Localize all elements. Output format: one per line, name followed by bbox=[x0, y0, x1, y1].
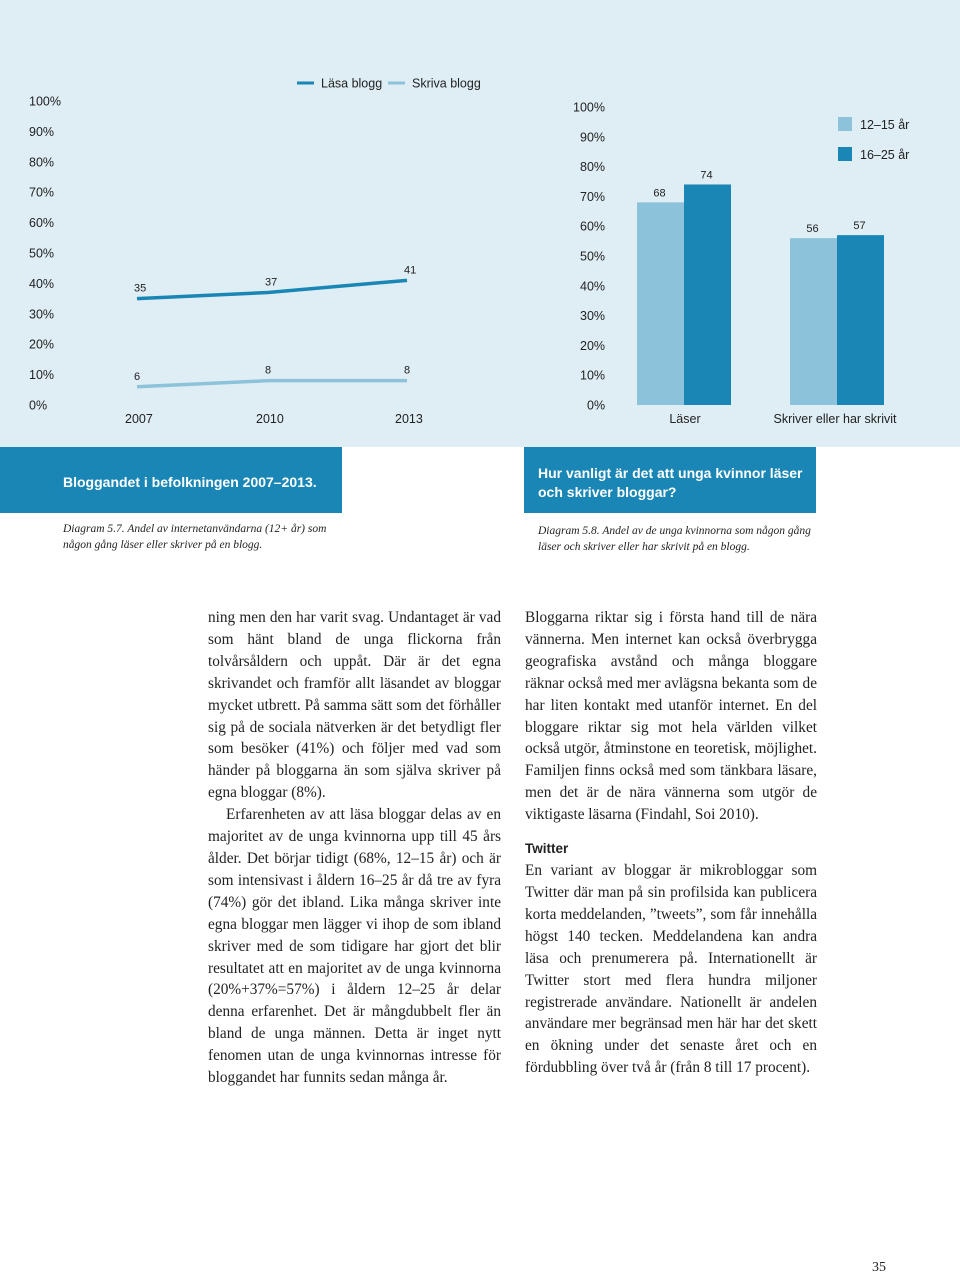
paragraph: ning men den har varit svag. Undantaget är vad som hänt bland de unga flickorna från tolvårsåldern och uppåt. Där är det egna skrivandet och framför allt läsandet av bloggar mycket utbrett. På samma sätt som det förhåller sig på de sociala nätverken är det betydligt fler som besöker (41%) och följer med vad som händer på bloggarna än som själva skriver på egna bloggar (8%). bbox=[208, 609, 501, 802]
caption-diagram-5-8: Diagram 5.8. Andel av de unga kvinnorna som någon gång läser och skriver eller har skrivit på en blogg. bbox=[538, 525, 811, 553]
y-tick-label: 50% bbox=[580, 249, 606, 264]
paragraph: Erfarenheten av att läsa bloggar delas av en majoritet av de unga kvinnorna upp till 45 års ålder. Det börjar tidigt (68%, 12–15 år) och är som intensivast i åldern 16–25 år då tre av fyra (74%) gör det ibland. Lika många skriver inte egna bloggar men lägger vi ihop de som ibland skriver med de som tidigare har gjort det blir resultatet att en majoritet av de unga kvinnorna (20%+37%=57%) i åldern 12–25 år delar denna erfarenhet. Det är mångdubbelt fler än bland de unga männen. Detta är inget nytt fenomen utan de unga kvinnornas intresse för bloggandet har funnits sedan många år. bbox=[208, 806, 501, 1087]
y-tick-label: 10% bbox=[29, 368, 55, 383]
bar bbox=[837, 235, 884, 405]
data-label: 68 bbox=[653, 187, 666, 200]
legend-label: 16–25 år bbox=[860, 148, 910, 162]
section-heading: Twitter bbox=[525, 841, 569, 857]
x-tick-label: 2013 bbox=[395, 412, 423, 426]
y-tick-label: 0% bbox=[587, 398, 606, 413]
data-label: 6 bbox=[134, 370, 141, 383]
y-tick-label: 30% bbox=[29, 307, 55, 322]
y-tick-label: 40% bbox=[580, 279, 606, 294]
legend-label: Läsa blogg bbox=[321, 76, 383, 91]
charts-canvas bbox=[0, 0, 960, 447]
data-label: 8 bbox=[404, 364, 411, 377]
x-tick-label: Läser bbox=[669, 412, 701, 426]
series-line bbox=[137, 381, 407, 387]
banner-left-title: Bloggandet i befolkningen 2007–2013. bbox=[63, 474, 317, 490]
y-tick-label: 100% bbox=[29, 94, 61, 109]
banner-left bbox=[0, 447, 342, 513]
caption-diagram-5-7: Diagram 5.7. Andel av internetanvändarna (12+ år) som någon gång läser eller skriver på en blogg. bbox=[63, 523, 327, 551]
paragraph: En variant av bloggar är mikrobloggar som Twitter där man på sin profilsida kan publicera korta meddelanden, ”tweets”, som får innehålla högst 140 tecken. Meddelandena kan andra läsa och prenumerera på. Internationellt är Twitter stort med flera hundra miljoner registrerade användare. Nationellt är andelen användare mer begränsad men här har det skett en ökning under det senaste året och en fördubbling över två år (från 8 till 17 procent). bbox=[525, 862, 817, 1077]
y-tick-label: 70% bbox=[580, 189, 606, 204]
data-label: 74 bbox=[700, 169, 713, 182]
x-tick-label: 2007 bbox=[125, 412, 153, 426]
y-tick-label: 80% bbox=[29, 155, 55, 170]
x-tick-label: Skriver eller har skrivit bbox=[773, 412, 897, 426]
y-tick-label: 90% bbox=[580, 130, 606, 145]
banner-right bbox=[524, 447, 816, 513]
y-tick-label: 100% bbox=[573, 100, 605, 115]
legend-label: 12–15 år bbox=[860, 118, 910, 132]
y-tick-label: 60% bbox=[29, 216, 55, 231]
y-tick-label: 90% bbox=[29, 124, 55, 139]
page-number: 35 bbox=[872, 1260, 886, 1275]
bar bbox=[790, 238, 837, 405]
y-tick-label: 30% bbox=[580, 309, 606, 324]
y-tick-label: 80% bbox=[580, 160, 606, 175]
y-tick-label: 20% bbox=[580, 338, 606, 353]
bar bbox=[637, 202, 684, 405]
data-label: 41 bbox=[404, 264, 417, 277]
y-tick-label: 70% bbox=[29, 185, 55, 200]
banner-right-title: Hur vanligt är det att unga kvinnor läser och skriver bloggar? bbox=[538, 465, 803, 500]
bar bbox=[684, 184, 731, 405]
y-tick-label: 10% bbox=[580, 368, 606, 383]
y-tick-label: 20% bbox=[29, 337, 55, 352]
data-label: 57 bbox=[853, 220, 866, 233]
text-column-left bbox=[208, 607, 501, 1089]
data-label: 56 bbox=[806, 223, 819, 236]
legend-label: Skriva blogg bbox=[412, 76, 481, 91]
y-tick-label: 0% bbox=[29, 398, 48, 413]
data-label: 37 bbox=[265, 276, 278, 289]
text-column-right bbox=[525, 607, 817, 1079]
y-tick-label: 50% bbox=[29, 246, 55, 261]
x-tick-label: 2010 bbox=[256, 412, 284, 426]
y-tick-label: 60% bbox=[580, 219, 606, 234]
data-label: 8 bbox=[265, 364, 272, 377]
y-tick-label: 40% bbox=[29, 276, 55, 291]
legend-swatch bbox=[838, 147, 852, 161]
data-label: 35 bbox=[134, 282, 147, 295]
paragraph: Bloggarna riktar sig i första hand till de nära vännerna. Men internet kan också överbrygga geografiska avstånd och många bloggare räknar också med mer avlägsna bekanta som de har liten kontakt med utanför internet. En del bloggare riktar sig mot hela världen vilket också utgör, åtminstone en teoretisk, möjlighet. Familjen finns också med som tänkbara läsare, men det är de nära vännerna som utgör de viktigaste läsarna (Findahl, Soi 2010). bbox=[525, 609, 817, 824]
legend-swatch bbox=[838, 117, 852, 131]
